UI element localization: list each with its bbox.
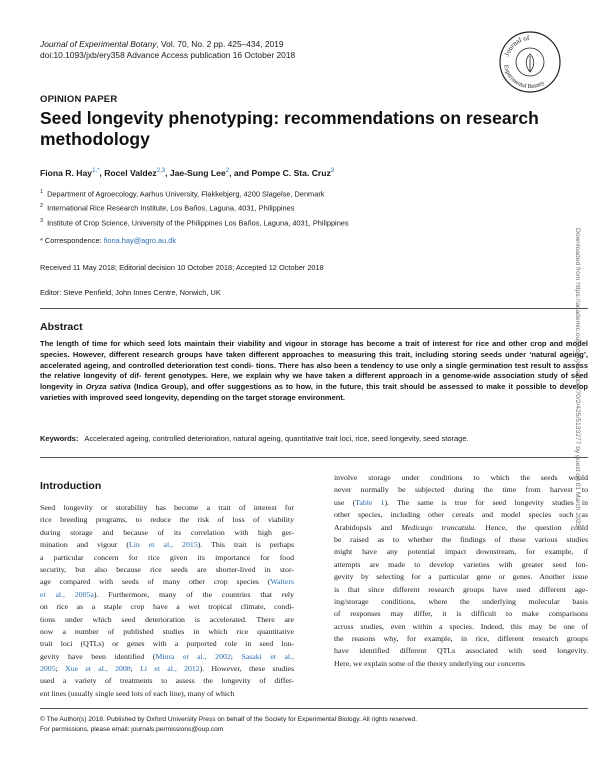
- abstract-body: The length of time for which seed lots maintain their viability and vigour in storage has become a trait of interest for rice and other crop and model species. However, different research groups have taken different approaches to measuring this trait, including storing seeds under ‘natural ageing’, accelerated ageing, and controlled deterioration test condi- tions. There has also been a tendency to use only a single germination test result to assess the relative longevity of dif- ferent genotypes. Here, we explain why we have taken a different approach in a genome-wide association study of seed longevity in Oryza sativa (Indica Group), and offer suggestions as to how, in the future, this trait should be assessed to make it possible to develop varieties with improved seed longevity, depending on the target storage environment.: [40, 339, 588, 402]
- author-list: Fiona R. Hay$^{1,*}$, Rocel Valdez$^{2,3}$, Jae-Sung Lee$^2$, and Pompe C. Sta. Cruz$^3$: [40, 168, 335, 178]
- text-line: of responses may differ, it is difficult to make comparisons: [334, 609, 588, 619]
- text-line: a particular concern for rice given its importance for food: [40, 552, 294, 562]
- download-watermark: Downloaded from https://academic.oup.com/jxb/article/70/2/425/5133277 by guest on 01 March 2023: [574, 228, 581, 528]
- correspondence: [40, 236, 176, 245]
- text-line: use (Table 1). The same is true for seed longevity studies in: [334, 497, 588, 507]
- text-line: Arabidopsis and Medicago truncatula. Hence, the question could: [334, 522, 588, 532]
- keywords-label: Keywords:: [40, 434, 79, 443]
- author-affiliation-ref[interactable]: 2: [225, 168, 230, 175]
- text-line: be raised as to whether the findings of these various studies: [334, 534, 588, 544]
- svg-text:Experimental Botany: Experimental Botany: [502, 64, 546, 91]
- text-line: across studies, even within a species. Indeed, this may be one of: [334, 621, 588, 631]
- journal-volume: , Vol. 70, No. 2 pp. 425–434, 2019: [156, 39, 284, 49]
- divider: [40, 708, 588, 709]
- divider: [40, 457, 588, 458]
- text-line: involve storage under conditions to which the seeds would: [334, 473, 588, 482]
- copyright-footer: [40, 715, 417, 734]
- text-line: gevity by selecting for a particular gene or genes. Another issue: [334, 572, 588, 582]
- journal-seal-logo: [498, 30, 562, 94]
- text-line: ent lines (usually single seed lots of each line), many of which: [40, 688, 235, 698]
- text-line: Here, we explain some of the theory underlying our concerns: [334, 658, 525, 668]
- correspondence-label: * Correspondence:: [40, 236, 104, 245]
- text-line: attempts are made to develop varieties with greater seed lon-: [334, 559, 588, 569]
- permissions-line: For permissions, please email: journals.permissions@oup.com: [40, 725, 224, 733]
- text-line: have identified different QTLs associated with seed longevity.: [334, 646, 588, 656]
- correspondence-email-link[interactable]: fiona.hay@agro.au.dk: [103, 236, 177, 245]
- paper-type-label: OPINION PAPER: [40, 94, 118, 105]
- body-column-left: [40, 502, 294, 700]
- abstract-heading: Abstract: [40, 321, 83, 333]
- copyright-line: © The Author(s) 2018. Published by Oxford University Press on behalf of the Society for Experimental Biology. All rights reserved.: [40, 716, 417, 723]
- text-line: never normally be subjected during the time from harvest to: [334, 485, 588, 495]
- author-name: Fiona R. Hay: [40, 168, 93, 178]
- author-affiliation-ref[interactable]: 2,3: [156, 168, 166, 175]
- affiliation-item: $^2$ International Rice Research Institute, Los Baños, Laguna, 4031, Philippines: [40, 203, 295, 213]
- author-name: Pompe C. Sta. Cruz: [251, 168, 331, 178]
- journal-citation: [40, 39, 295, 61]
- keywords-text: Accelerated ageing, controlled deterioration, natural ageing, quantitative trait loci, rice, seed longevity, seed storage.: [84, 434, 469, 443]
- text-line: trait loci (QTLs) or genes with a purported role in seed lon-: [40, 639, 294, 649]
- affiliation-item: $^3$ Institute of Crop Science, University of the Philippines Los Baños, Laguna, 4031, Philippines: [40, 217, 349, 228]
- text-line: tions under which seed deterioration is accelerated. There are: [40, 614, 294, 624]
- text-line: mination and vigour (Lin et al., 2015). This trait is perhaps: [40, 540, 294, 550]
- text-line: gevity have been identified (Miura et al., 2002; Sasaki et al.,: [40, 651, 294, 661]
- text-line: et al., 2005a). Furthermore, many of the countries that rely: [40, 589, 294, 599]
- affiliation-item: $^1$ Department of Agroecology, Aarhus University, Flakkebjerg, 4200 Slagelse, Denmark: [40, 189, 325, 199]
- text-line: security, but also because rice seeds are shorter-lived in stor-: [40, 564, 294, 574]
- editor-line: Editor: Steve Penfield, John Innes Centre, Norwich, UK: [40, 288, 221, 297]
- text-line: ing/storage conditions, where the underlying molecular basis: [334, 596, 588, 606]
- journal-name[interactable]: Journal of Experimental Botany: [40, 39, 157, 49]
- text-line: rice breeding programs, to reduce the risk of loss of viability: [40, 515, 294, 525]
- keywords: [40, 434, 588, 443]
- introduction-heading: Introduction: [40, 480, 102, 492]
- text-line: is that since different research groups have used different age-: [334, 584, 588, 594]
- divider: [40, 308, 588, 309]
- svg-text:Journal of: Journal of: [502, 33, 530, 58]
- author-name: Rocel Valdez: [104, 168, 157, 178]
- text-line: during storage and because of its correlation with high ger-: [40, 527, 294, 537]
- author-affiliation-ref[interactable]: 1,*: [92, 168, 100, 175]
- text-line: might have any potential impact downstream, for example, if: [334, 547, 588, 557]
- affiliation-list: [40, 186, 349, 229]
- text-line: the reasons why, for example, in rice, different research groups: [334, 634, 588, 644]
- author-affiliation-ref[interactable]: 3: [330, 168, 335, 175]
- text-line: used a variety of treatments to assess the longevity of differ-: [40, 676, 294, 686]
- text-line: age compared with seeds of many other crop species (Walters: [40, 577, 294, 587]
- text-line: other species, including other cereals and model species such as: [334, 510, 588, 520]
- page-title: Seed longevity phenotyping: recommendations on research methodology: [40, 108, 539, 149]
- body-column-right: [334, 472, 588, 670]
- text-line: now a number of published studies in which rice quantitative: [40, 626, 294, 636]
- publication-dates: Received 11 May 2018; Editorial decision 10 October 2018; Accepted 12 October 2018: [40, 263, 324, 272]
- text-line: Seed longevity or storability has become a trait of interest for: [40, 503, 294, 512]
- doi-line[interactable]: doi:10.1093/jxb/ery358 Advance Access publication 16 October 2018: [40, 50, 296, 60]
- text-line: on rice as a staple crop have a wet tropical climate, condi-: [40, 602, 294, 612]
- text-line: 2005; Xue et al., 2008; Li et al., 2012). However, these studies: [40, 664, 294, 674]
- author-name: Jae-Sung Lee: [169, 168, 226, 178]
